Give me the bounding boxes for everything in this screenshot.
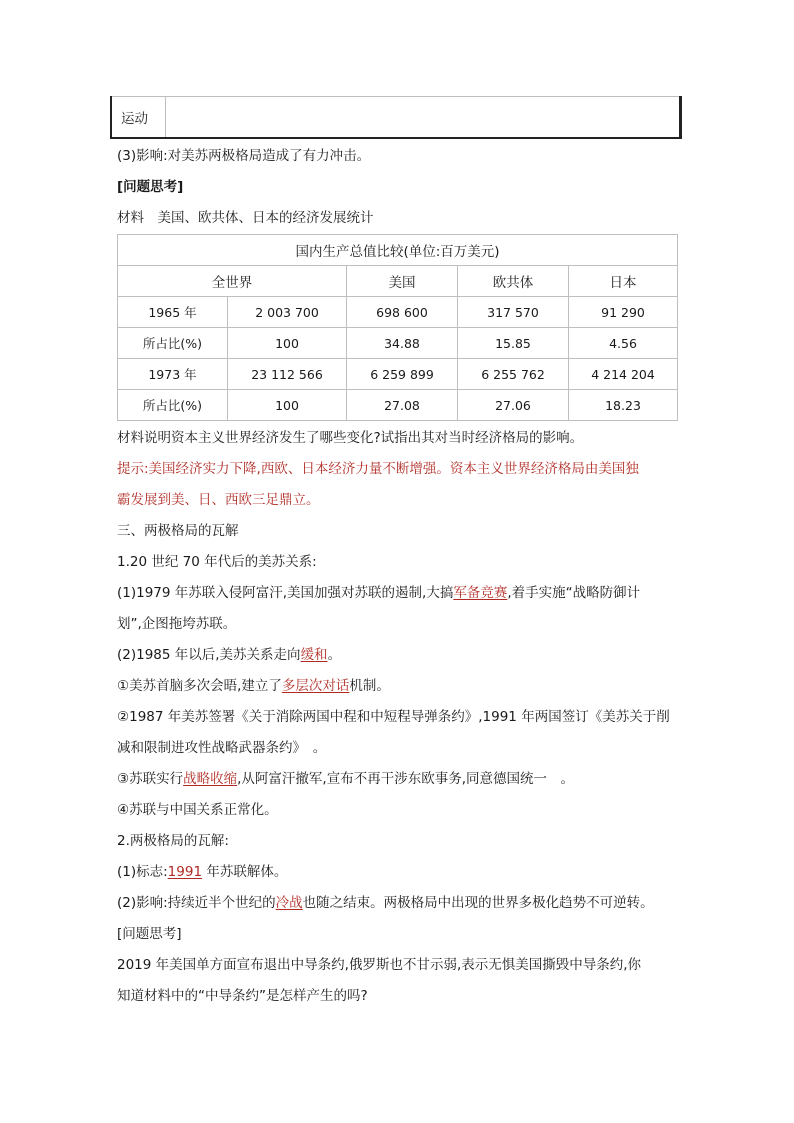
- list-item-cont: 减和限制进攻性战略武器条约》 。: [117, 740, 327, 756]
- question-paragraph: 材料说明资本主义世界经济发生了哪些变化?试指出其对当时经济格局的影响。: [117, 430, 584, 446]
- text-span: (2)1985 年以后,美苏关系走向: [117, 647, 301, 663]
- table-cell: 4 214 204: [569, 359, 678, 390]
- hint-line-1: 提示:美国经济实力下降,西欧、日本经济力量不断增强。资本主义世界经济格局由美国独: [117, 461, 639, 477]
- table-cell: 91 290: [569, 297, 678, 328]
- section-think-heading: [问题思考]: [117, 926, 182, 942]
- text-span: 年苏联解体。: [202, 864, 288, 880]
- table-cell: 所占比(%): [118, 328, 228, 359]
- keyword: 缓和: [300, 647, 328, 663]
- influence-paragraph: (3)影响:对美苏两极格局造成了有力冲击。: [117, 148, 371, 164]
- paragraph-1979-cont: 划”,企图拖垮苏联。: [117, 616, 237, 632]
- subsection-heading: 2.两极格局的瓦解:: [117, 833, 229, 849]
- list-item: [117, 769, 574, 789]
- text-span: ,着手实施“战略防御计: [507, 585, 641, 601]
- table-cell: 15.85: [458, 328, 569, 359]
- text-span: ③苏联实行: [117, 771, 184, 787]
- paragraph-sign: [117, 862, 287, 882]
- keyword: 军备竞赛: [453, 585, 508, 601]
- table-cell: 27.06: [458, 390, 569, 421]
- table-cell: 27.08: [347, 390, 458, 421]
- section-heading: 三、两极格局的瓦解: [117, 523, 239, 539]
- table-cell: 6 255 762: [458, 359, 569, 390]
- table-row: [118, 297, 678, 328]
- paragraph-1985: [117, 645, 341, 665]
- table-cell: 23 112 566: [228, 359, 347, 390]
- table-row: [118, 390, 678, 421]
- gdp-table-header: 美国: [347, 266, 458, 297]
- gdp-table-header: 全世界: [118, 266, 347, 297]
- text-span: (2)影响:持续近半个世纪的: [117, 895, 276, 911]
- table-cell: 1973 年: [118, 359, 228, 390]
- section-think-heading: [问题思考]: [117, 179, 184, 195]
- keyword: 冷战: [275, 895, 303, 911]
- text-span: ①美苏首脑多次会晤,建立了: [117, 678, 282, 694]
- question-line-2: 知道材料中的“中导条约”是怎样产生的吗?: [117, 988, 368, 1004]
- list-item: [117, 676, 390, 696]
- table-cell: 100: [228, 390, 347, 421]
- hint-line-2: 霸发展到美、日、西欧三足鼎立。: [117, 492, 320, 508]
- material-title: 材料 美国、欧共体、日本的经济发展统计: [117, 210, 374, 226]
- gdp-table-header: 欧共体: [458, 266, 569, 297]
- text-span: 也随之结束。两极格局中出现的世界多极化趋势不可逆转。: [302, 895, 654, 911]
- table-cell: 2 003 700: [228, 297, 347, 328]
- table-cell: 18.23: [569, 390, 678, 421]
- table-cell: 1965 年: [118, 297, 228, 328]
- list-item: ④苏联与中国关系正常化。: [117, 802, 278, 818]
- table-cell: 317 570: [458, 297, 569, 328]
- list-item: ②1987 年美苏签署《关于消除两国中程和中短程导弹条约》,1991 年两国签订《美苏关于削: [117, 709, 670, 725]
- continuation-table: [110, 96, 682, 139]
- table-cell: 34.88: [347, 328, 458, 359]
- table-row: [118, 359, 678, 390]
- table-cell: 4.56: [569, 328, 678, 359]
- table-cell: 6 259 899: [347, 359, 458, 390]
- table-label-cell: 运动: [111, 97, 166, 139]
- paragraph-effect: [117, 893, 654, 913]
- keyword: 战略收缩: [183, 771, 238, 787]
- subsection-heading: 1.20 世纪 70 年代后的美苏关系:: [117, 554, 317, 570]
- table-cell: 所占比(%): [118, 390, 228, 421]
- question-line-1: 2019 年美国单方面宣布退出中导条约,俄罗斯也不甘示弱,表示无惧美国撕毁中导条约,你: [117, 957, 642, 973]
- gdp-table-header: 日本: [569, 266, 678, 297]
- table-row: [118, 328, 678, 359]
- table-content-cell: [166, 97, 681, 139]
- text-span: ,从阿富汗撤军,宣布不再干涉东欧事务,同意德国统一 。: [237, 771, 574, 787]
- keyword: 1991: [167, 864, 203, 880]
- paragraph-1979: [117, 583, 640, 603]
- text-span: 机制。: [349, 678, 390, 694]
- table-cell: 100: [228, 328, 347, 359]
- text-span: (1)标志:: [117, 864, 168, 880]
- table-cell: 698 600: [347, 297, 458, 328]
- gdp-table: [117, 234, 678, 421]
- text-span: 。: [327, 647, 342, 663]
- gdp-table-title: 国内生产总值比较(单位:百万美元): [118, 235, 678, 266]
- text-span: (1)1979 年苏联入侵阿富汗,美国加强对苏联的遏制,大搞: [117, 585, 454, 601]
- keyword: 多层次对话: [281, 678, 350, 694]
